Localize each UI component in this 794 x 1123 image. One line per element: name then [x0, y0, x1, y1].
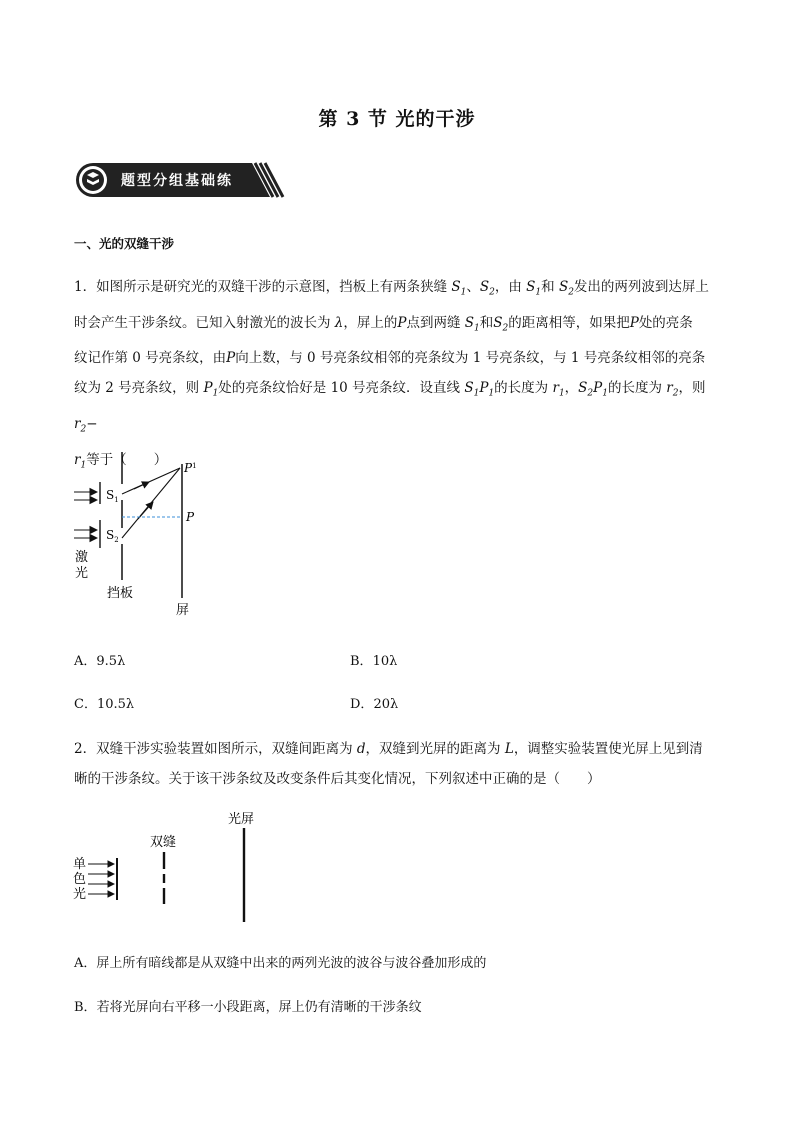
label-p: P — [186, 510, 195, 524]
ray-arrow — [138, 502, 153, 519]
label-mono-1: 单 — [73, 857, 87, 872]
label-light-screen: 光屏 — [228, 812, 255, 827]
double-slit-diagram — [70, 452, 210, 622]
ray-arrow — [134, 482, 149, 489]
question-2-line-1: 2．双缝干涉实验装置如图所示，双缝间距离为 d，双缝到光屏的距离为 L，调整实验装置使光屏上见到清 — [74, 741, 703, 757]
label-screen: 屏 — [176, 603, 190, 618]
label-s2: $S_2$ — [106, 528, 119, 544]
page-title: 第 3 节 光的干涉 — [318, 108, 476, 130]
double-slit-apparatus-diagram — [70, 808, 270, 926]
question-2-text — [74, 734, 722, 794]
label-mono-2: 色 — [73, 872, 87, 887]
label-s1: $S_1$ — [106, 488, 119, 504]
question-2-line-2: 晰的干涉条纹。关于该干涉条纹及改变条件后其变化情况，下列叙述中正确的是（ ） — [74, 771, 601, 787]
label-p1: $P^1$ — [184, 461, 197, 475]
question-1-line-4: 纹为 2 号亮条纹，则 $P_1$处的亮条纹恰好是 10 号亮条纹．设直线 $S_1P_1$的长度为 $r_1$，$S_2P_1$的长度为 $r_2$，则 $r_2-$ — [74, 380, 706, 435]
q1-option-b[interactable]: B．10λ — [350, 654, 398, 669]
q2-option-a[interactable]: A．屏上所有暗线都是从双缝中出来的两列光波的波谷与波谷叠加形成的 — [74, 956, 487, 971]
question-1-line-5: $r_1$等于（ ） — [74, 451, 168, 471]
question-1-line-1: 1．如图所示是研究光的双缝干涉的示意图，挡板上有两条狭缝 $S_1$、$S_2$，由 $S_1$和 $S_2$发出的两列波到达屏上 — [74, 279, 709, 298]
q1-option-c[interactable]: C．10.5λ — [74, 697, 135, 712]
label-laser-1: 激 — [75, 550, 89, 565]
q1-option-d[interactable]: D．20λ — [350, 697, 399, 712]
q1-option-a[interactable]: A．9.5λ — [74, 654, 126, 669]
q2-option-b[interactable]: B．若将光屏向右平移一小段距离，屏上仍有清晰的干涉条纹 — [74, 1000, 422, 1015]
section-heading: 一、光的双缝干涉 — [74, 236, 175, 251]
ray-s1-p1 — [122, 468, 180, 494]
question-1-line-2: 时会产生干涉条纹。已知入射激光的波长为 λ，屏上的P点到两缝 $S_1$和$S_2$的距离相等，如果把P处的亮条 — [74, 314, 693, 334]
label-double-slit: 双缝 — [150, 835, 177, 850]
question-1-text — [74, 272, 722, 480]
label-mono-3: 光 — [73, 887, 87, 902]
question-1-line-3: 纹记作第 0 号亮条纹，由P向上数，与 0 号亮条纹相邻的亮条纹为 1 号亮条纹，与 1 号亮条纹相邻的亮条 — [74, 350, 706, 367]
ray-s2-p1 — [122, 468, 180, 538]
label-laser-2: 光 — [75, 566, 89, 581]
label-baffle: 挡板 — [107, 586, 134, 601]
section-banner-label: 题型分组基础练 — [121, 173, 233, 189]
